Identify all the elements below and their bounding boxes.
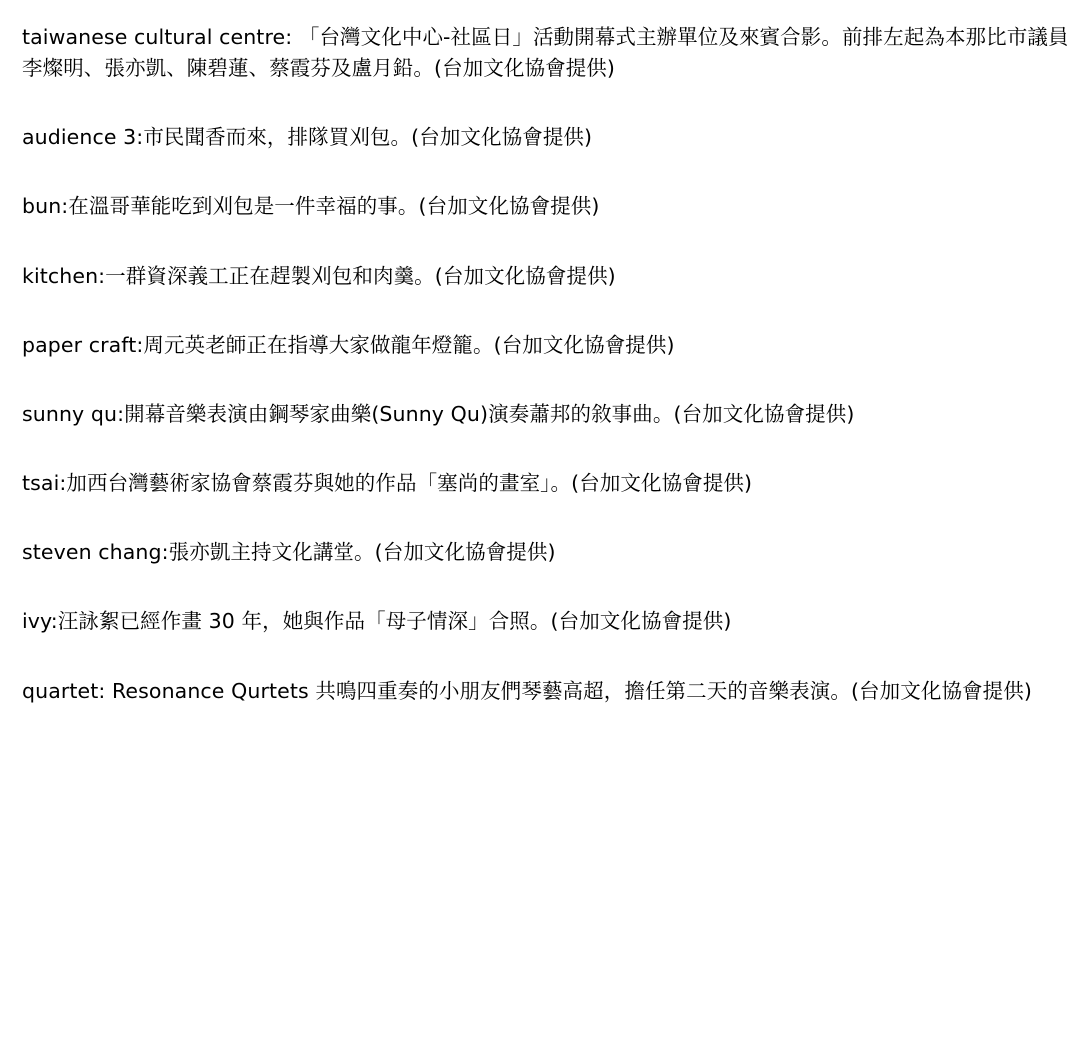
caption-sunny-qu: sunny qu:開幕音樂表演由鋼琴家曲樂(Sunny Qu)演奏蕭邦的敘事曲。(台加文化協會提供) bbox=[22, 401, 855, 426]
caption-ivy: ivy:汪詠絮已經作畫 30 年，她與作品「母子情深」合照。(台加文化協會提供) bbox=[22, 609, 732, 634]
caption-bun: bun:在溫哥華能吃到刈包是一件幸福的事。(台加文化協會提供) bbox=[22, 194, 600, 219]
caption-quartet: quartet: Resonance Qurtets 共鳴四重奏的小朋友們琴藝高超，擔任第二天的音樂表演。(台加文化協會提供) bbox=[22, 678, 1032, 703]
caption-audience-3: audience 3:市民聞香而來，排隊買刈包。(台加文化協會提供) bbox=[22, 125, 593, 150]
caption-kitchen: kitchen:一群資深義工正在趕製刈包和肉羹。(台加文化協會提供) bbox=[22, 263, 616, 288]
caption-steven-chang: steven chang:張亦凱主持文化講堂。(台加文化協會提供) bbox=[22, 540, 556, 565]
caption-taiwanese-cultural-centre: taiwanese cultural centre: 「台灣文化中心-社區日」活動開幕式主辦單位及來賓合影。前排左起為本那比市議員李燦明、張亦凱、陳碧蓮、蔡霞芬及盧月鉛。(台加文化協會提供) bbox=[22, 25, 1069, 81]
caption-paper-craft: paper craft:周元英老師正在指導大家做龍年燈籠。(台加文化協會提供) bbox=[22, 332, 675, 357]
caption-tsai: tsai:加西台灣藝術家協會蔡霞芬與她的作品「塞尚的畫室」。(台加文化協會提供) bbox=[22, 471, 753, 496]
